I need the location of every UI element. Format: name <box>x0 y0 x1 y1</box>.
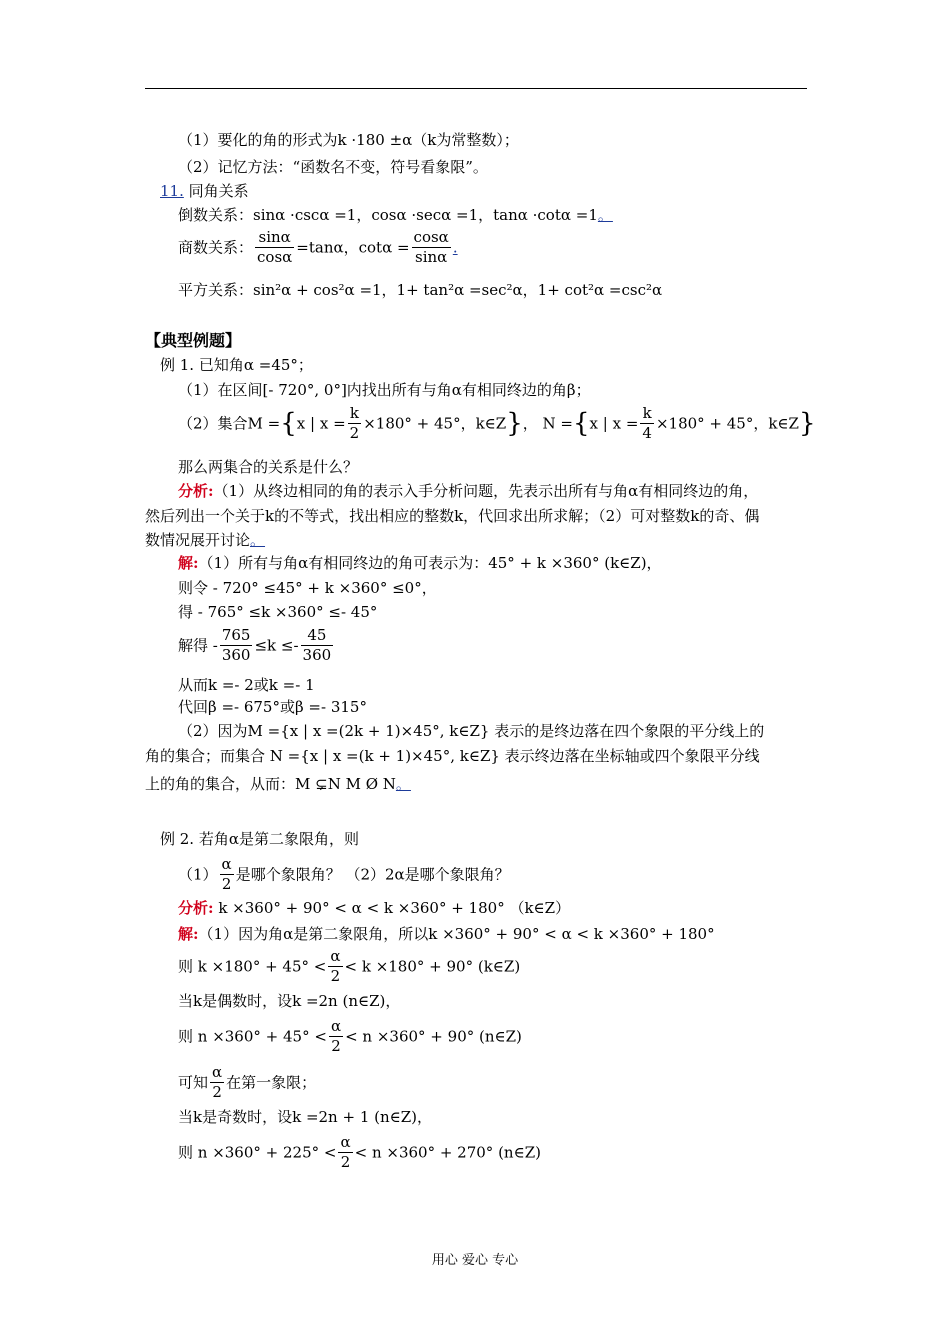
numerator: α <box>221 855 232 873</box>
denominator: 2 <box>349 424 360 442</box>
fraction <box>338 1133 352 1172</box>
text-line <box>145 530 265 550</box>
inequality <box>178 947 520 986</box>
solution-label: 解: <box>178 554 199 572</box>
formula: （2）集合M = <box>178 414 281 433</box>
formula: 则 k ×180° + 45° < <box>178 957 327 976</box>
text-line: （2）因为M ={x | x =(2k + 1)×45°, k∈Z} 表示的是终边落在四个象限的平分线上的 <box>178 722 765 740</box>
analysis-text: k ×360° + 90° < α < k ×360° + 180° （k∈Z） <box>213 899 571 917</box>
formula: x | x = <box>589 414 639 433</box>
analysis-text: （1）从终边相同的角的表示入手分析问题，先表示出所有与角α有相同终边的角， <box>213 482 759 500</box>
denominator: 2 <box>221 875 232 893</box>
formula: 则 n ×360° + 225° < <box>178 1143 337 1162</box>
reciprocal-identities <box>178 205 613 225</box>
text-line <box>145 774 411 794</box>
formula: 则 n ×360° + 45° < <box>178 1027 327 1046</box>
line-text: 数情况展开讨论 <box>145 531 251 549</box>
fraction <box>210 1063 224 1102</box>
numerator: α <box>330 1017 342 1035</box>
section-number: 11. <box>160 182 184 200</box>
numerator: sinα <box>255 228 294 248</box>
denominator: 360 <box>302 646 332 664</box>
example-title: 例 2. 若角α是第二象限角，则 <box>160 830 359 848</box>
text-line: 则令 - 720° ≤45° + k ×360° ≤0°， <box>178 579 437 597</box>
formula: ， N = <box>522 414 573 433</box>
formula: < k ×180° + 90° (k∈Z) <box>344 957 521 976</box>
text-line: （2）记忆方法：“函数名不变，符号看象限”。 <box>178 158 488 176</box>
label: 商数关系： <box>178 238 254 257</box>
solution-line <box>178 924 715 944</box>
underlined-mark: 。 <box>250 531 266 549</box>
formula: ×180° + 45°，k∈Z <box>655 414 799 433</box>
numerator: 45 <box>301 626 334 646</box>
formula: x | x = <box>296 414 346 433</box>
text-line: 从而k =- 2或k =- 1 <box>178 676 315 694</box>
header-rule <box>145 88 807 89</box>
conclusion <box>178 1063 316 1102</box>
analysis-line <box>178 898 570 918</box>
denominator: 360 <box>221 646 251 664</box>
numerator: k <box>640 404 654 424</box>
denominator: 2 <box>330 967 341 985</box>
fraction <box>220 855 234 894</box>
text-line: 代回β =- 675°或β =- 315° <box>178 698 367 716</box>
text-line: （1）要化的角的形式为k ·180 ±α（k为常整数）； <box>178 131 519 149</box>
underlined-mark: . <box>452 238 458 257</box>
formula: 倒数关系：sinα ·cscα =1，cosα ·secα =1，tanα ·cotα =1 <box>178 206 598 224</box>
numerator: k <box>348 404 362 424</box>
fraction <box>255 228 294 267</box>
formula: < n ×360° + 90° (n∈Z) <box>345 1027 522 1046</box>
text-line: 得 - 765° ≤k ×360° ≤- 45° <box>178 603 378 621</box>
denominator: 2 <box>212 1083 222 1101</box>
questions <box>178 855 510 894</box>
denominator: cosα <box>257 248 293 266</box>
underlined-mark: 。 <box>395 775 411 793</box>
denominator: 2 <box>340 1153 351 1171</box>
formula: < n ×360° + 270° (n∈Z) <box>354 1143 541 1162</box>
underlined-mark: 。 <box>597 206 613 224</box>
inequality <box>178 626 335 665</box>
quotient-identities <box>178 228 458 267</box>
fraction <box>640 404 654 443</box>
line-text: 可知 <box>178 1073 209 1092</box>
text-line: （1）在区间[- 720°, 0°]内找出所有与角α有相同终边的角β； <box>178 381 591 399</box>
inequality <box>178 1133 541 1172</box>
set-definitions: （2）集合M ={x | x = $\frac{k}{2}$ ×180° + 45°，k∈Z}， N ={x | x = $\frac{k}{4}$ ×180° + 45°，k∈Z} <box>178 404 816 442</box>
text-line: 然后列出一个关于k的不等式，找出相应的整数k，代回求出所求解；（2）可对整数k的奇、偶 <box>145 507 760 525</box>
solution-label: 解: <box>178 925 199 943</box>
solution-text: （1）所有与角α有相同终边的角可表示为：45° + k ×360° (k∈Z)， <box>198 554 662 572</box>
question-number: （1） <box>178 865 218 884</box>
fraction <box>301 626 334 665</box>
text-line: 角的集合；而集合 N ={x | x =(k + 1)×45°, k∈Z} 表示终边落在坐标轴或四个象限平分线 <box>145 747 760 765</box>
line-text: 在第一象限； <box>226 1073 317 1092</box>
fraction <box>328 947 342 986</box>
numerator: α <box>212 1063 223 1081</box>
section-heading <box>160 181 249 201</box>
analysis-label: 分析: <box>178 482 214 500</box>
section-heading: 【典型例题】 <box>145 331 242 350</box>
fraction <box>220 626 253 665</box>
example-title: 例 1. 已知角α =45°； <box>160 356 313 374</box>
numerator: 765 <box>221 626 251 644</box>
question-text: 是哪个象限角？ （2）2α是哪个象限角？ <box>235 865 510 884</box>
formula: 解得 - <box>178 636 218 655</box>
section-title: 同角关系 <box>183 182 249 200</box>
numerator: α <box>330 947 341 965</box>
fraction <box>412 228 451 267</box>
solution-text: （1）因为角α是第二象限角，所以k ×360° + 90° < α < k ×360° + 180° <box>198 925 715 943</box>
line-text: 上的角的集合，从而：M ⊊N M Ø N <box>145 775 396 793</box>
numerator: cosα <box>413 228 449 246</box>
text-line: 当k是偶数时，设k =2n (n∈Z)， <box>178 992 401 1010</box>
fraction <box>348 404 362 443</box>
formula: ×180° + 45°，k∈Z <box>363 414 507 433</box>
inequality <box>178 1017 522 1056</box>
square-identities: 平方关系：sin²α + cos²α =1，1+ tan²α =sec²α，1+ cot²α =csc²α <box>178 281 663 299</box>
page-footer: 用心 爱心 专心 <box>431 1253 519 1268</box>
analysis-line <box>178 481 758 501</box>
denominator: sinα <box>415 248 448 266</box>
solution-line <box>178 553 662 573</box>
text-line: 当k是奇数时，设k =2n + 1 (n∈Z)， <box>178 1108 433 1126</box>
fraction <box>329 1017 343 1056</box>
denominator: 2 <box>331 1037 341 1055</box>
denominator: 4 <box>642 424 652 442</box>
numerator: α <box>340 1133 351 1151</box>
formula: ≤k ≤- <box>254 636 299 655</box>
text-line: 那么两集合的关系是什么？ <box>178 458 359 476</box>
formula: =tanα，cotα = <box>296 238 410 257</box>
analysis-label: 分析: <box>178 899 214 917</box>
